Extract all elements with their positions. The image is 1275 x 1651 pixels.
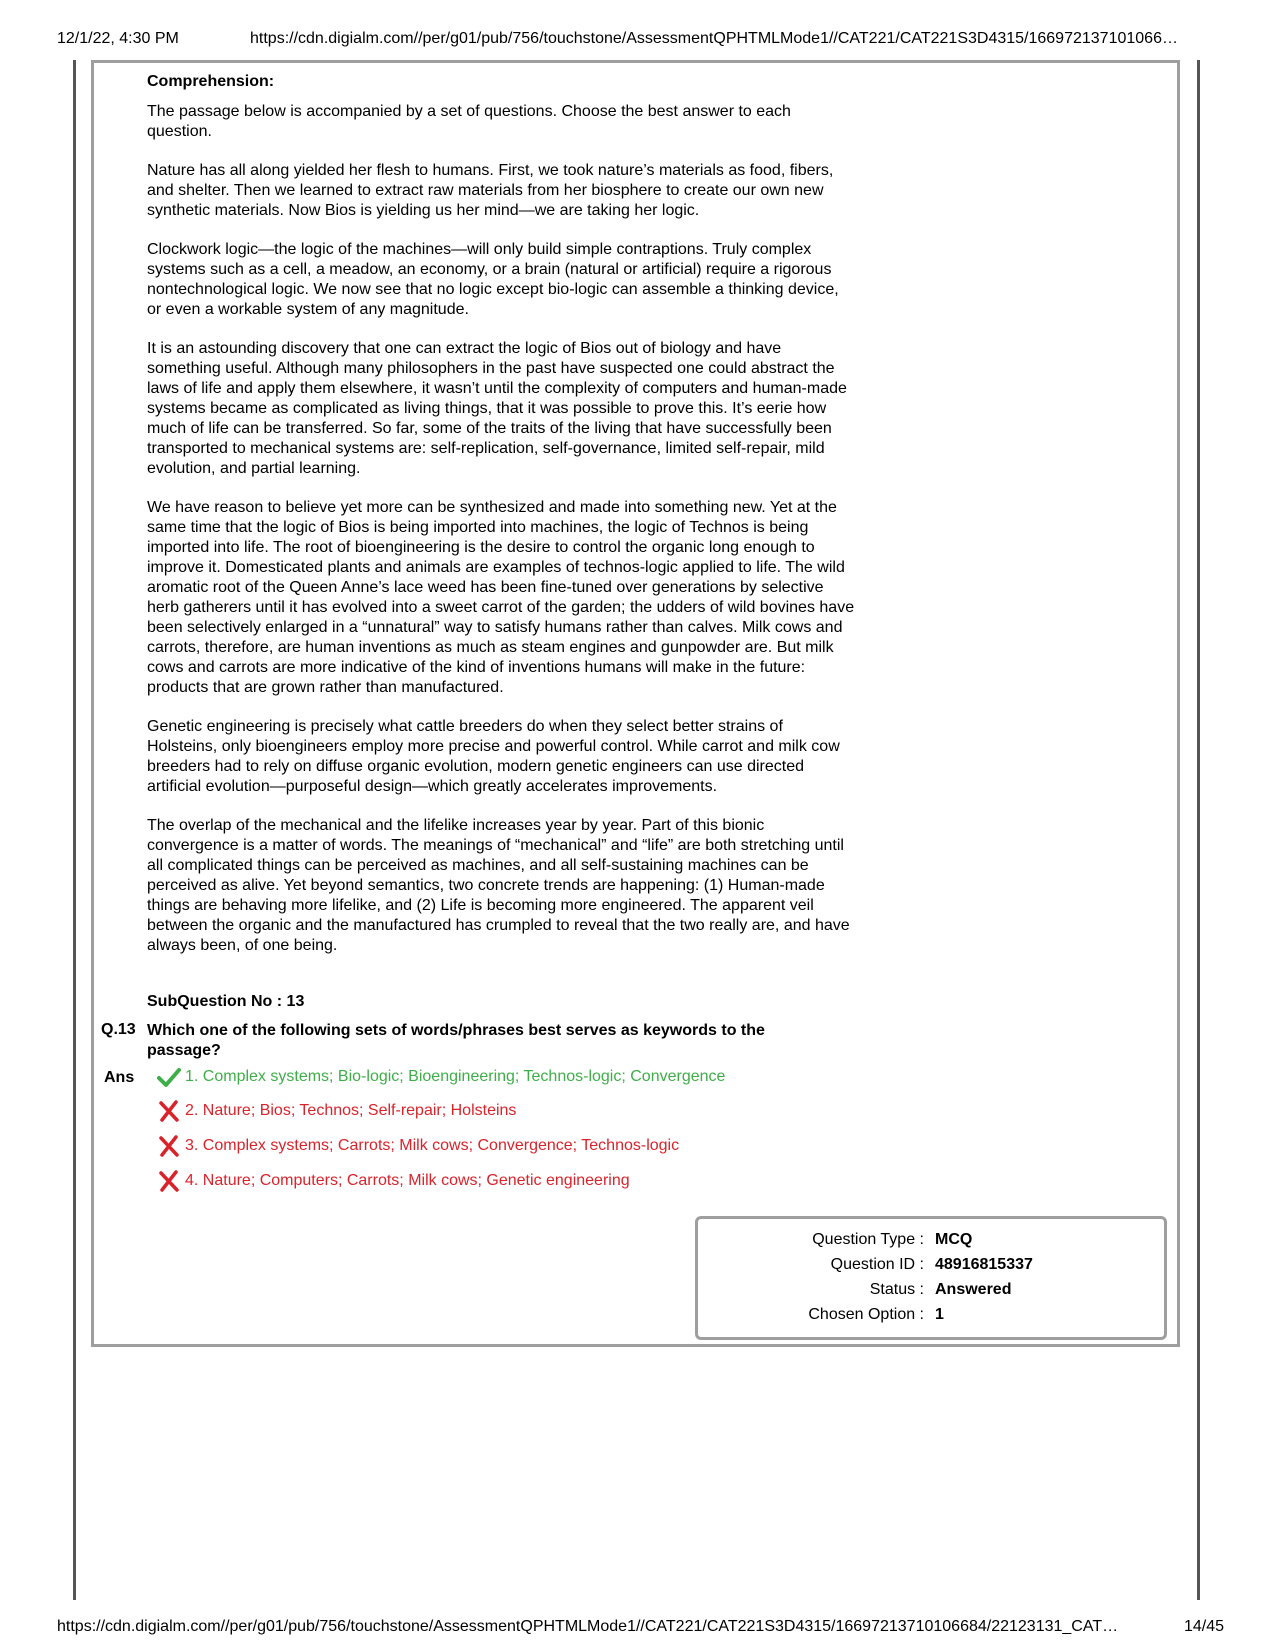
print-header-url: https://cdn.digialm.com//per/g01/pub/756/touchstone/AssessmentQPHTMLMode1//CAT221/CAT221S3D4315/166972137101066… xyxy=(250,30,1178,47)
info-label: Chosen Option : xyxy=(808,1306,924,1323)
cross-icon xyxy=(157,1135,181,1157)
page-number: 14/45 xyxy=(1184,1618,1225,1635)
passage-paragraph: Genetic engineering is precisely what cattle breeders do when they select better strains of Holsteins, only bioengineers employ more precise and powerful control. While carrot and milk cow breeders had to rely on diffuse organic evolution, modern genetic engineers can use directed artificial evolution—purposeful design—which greatly accelerates improvements. xyxy=(147,718,840,795)
option-text: 2. Nature; Bios; Technos; Self-repair; Holsteins xyxy=(185,1102,517,1119)
info-question-type xyxy=(698,1231,1164,1251)
answer-option-4 xyxy=(157,1170,630,1192)
page-frame-right xyxy=(1197,60,1200,1600)
info-chosen-option xyxy=(698,1306,1164,1326)
info-value: 48916815337 xyxy=(935,1256,1033,1273)
option-text: 4. Nature; Computers; Carrots; Milk cows; Genetic engineering xyxy=(185,1172,630,1189)
passage-paragraph: Clockwork logic—the logic of the machines—will only build simple contraptions. Truly complex systems such as a cell, a meadow, an economy, or a brain (natural or artificial) require a rigorous nontechnological logic. We now see that no logic except bio-logic can assemble a thinking device, or even a workable system of any magnitude. xyxy=(147,241,839,318)
option-text: 3. Complex systems; Carrots; Milk cows; Convergence; Technos-logic xyxy=(185,1137,680,1154)
info-question-id xyxy=(698,1256,1164,1276)
info-value: 1 xyxy=(935,1306,944,1323)
info-value: MCQ xyxy=(935,1231,973,1248)
passage-heading: Comprehension: xyxy=(147,73,275,90)
subquestion-number: SubQuestion No : 13 xyxy=(147,993,305,1010)
comprehension-passage xyxy=(147,72,857,975)
print-datetime: 12/1/22, 4:30 PM xyxy=(57,30,179,47)
option-text: 1. Complex systems; Bio-logic; Bioengineering; Technos-logic; Convergence xyxy=(185,1068,726,1085)
question-number: Q.13 xyxy=(101,1021,136,1038)
page-frame-left xyxy=(73,60,76,1600)
passage-paragraph: Nature has all along yielded her flesh to humans. First, we took nature’s materials as food, fibers, and shelter. Then we learned to extract raw materials from her biosphere to create our own new synthetic materials. Now Bios is yielding us her mind—we are taking her logic. xyxy=(147,162,834,219)
passage-paragraph: We have reason to believe yet more can be synthesized and made into something new. Yet at the same time that the logic of Bios is being imported into machines, the logic of Technos is being imported into life. The root of bioengineering is the desire to control the organic long enough to improve it. Domesticated plants and animals are examples of technos-logic applied to life. The wild aromatic root of the Queen Anne’s lace weed has been fine-tuned over generations by selective herb gatherers until it has evolved into a sweet carrot of the garden; the udders of wild bovines have been selectively enlarged in a “unnatural” way to satisfy humans rather than calves. Milk cows and carrots, therefore, are human inventions as much as steam engines and gunpowder are. But milk cows and carrots are more indicative of the kind of inventions humans will make in the future: products that are grown rather than manufactured. xyxy=(147,499,855,696)
info-value: Answered xyxy=(935,1281,1012,1298)
question-info-box xyxy=(695,1216,1167,1340)
info-status xyxy=(698,1281,1164,1301)
answer-option-2 xyxy=(157,1100,516,1122)
passage-paragraph: It is an astounding discovery that one can extract the logic of Bios out of biology and have something useful. Although many philosophers in the past have suspected one could abstract the laws of life and apply them elsewhere, it wasn’t until the complexity of computers and human-made systems became as complicated as living things, that it was possible to prove this. It’s eerie how much of life can be transferred. So far, some of the traits of the living that have successfully been transported to mechanical systems are: self-replication, self-governance, limited self-repair, mild evolution, and partial learning. xyxy=(147,340,847,477)
info-label: Question Type : xyxy=(812,1231,924,1248)
cross-icon xyxy=(157,1170,181,1192)
check-icon xyxy=(157,1066,181,1088)
info-label: Status : xyxy=(869,1281,924,1298)
question-text: Which one of the following sets of words/phrases best serves as keywords to the passage? xyxy=(147,1022,765,1059)
info-label: Question ID : xyxy=(830,1256,924,1273)
answer-label: Ans xyxy=(104,1069,135,1086)
answer-option-3 xyxy=(157,1135,679,1157)
passage-paragraph: The passage below is accompanied by a set of questions. Choose the best answer to each question. xyxy=(147,103,791,140)
passage-paragraph: The overlap of the mechanical and the lifelike increases year by year. Part of this bionic convergence is a matter of words. The meanings of “mechanical” and “life” are both stretching until all complicated things can be perceived as machines, and all self-sustaining machines can be perceived as alive. Yet beyond semantics, two concrete trends are happening: (1) Human-made things are behaving more lifelike, and (2) Life is becoming more engineered. The apparent veil between the organic and the manufactured has crumpled to reveal that the two really are, and have always been, of one being. xyxy=(147,817,850,954)
cross-icon xyxy=(157,1100,181,1122)
answer-option-1 xyxy=(157,1066,725,1088)
print-footer-url: https://cdn.digialm.com//per/g01/pub/756/touchstone/AssessmentQPHTMLMode1//CAT221/CAT221S3D4315/16697213710106684/22123131_CAT… xyxy=(57,1618,1119,1635)
